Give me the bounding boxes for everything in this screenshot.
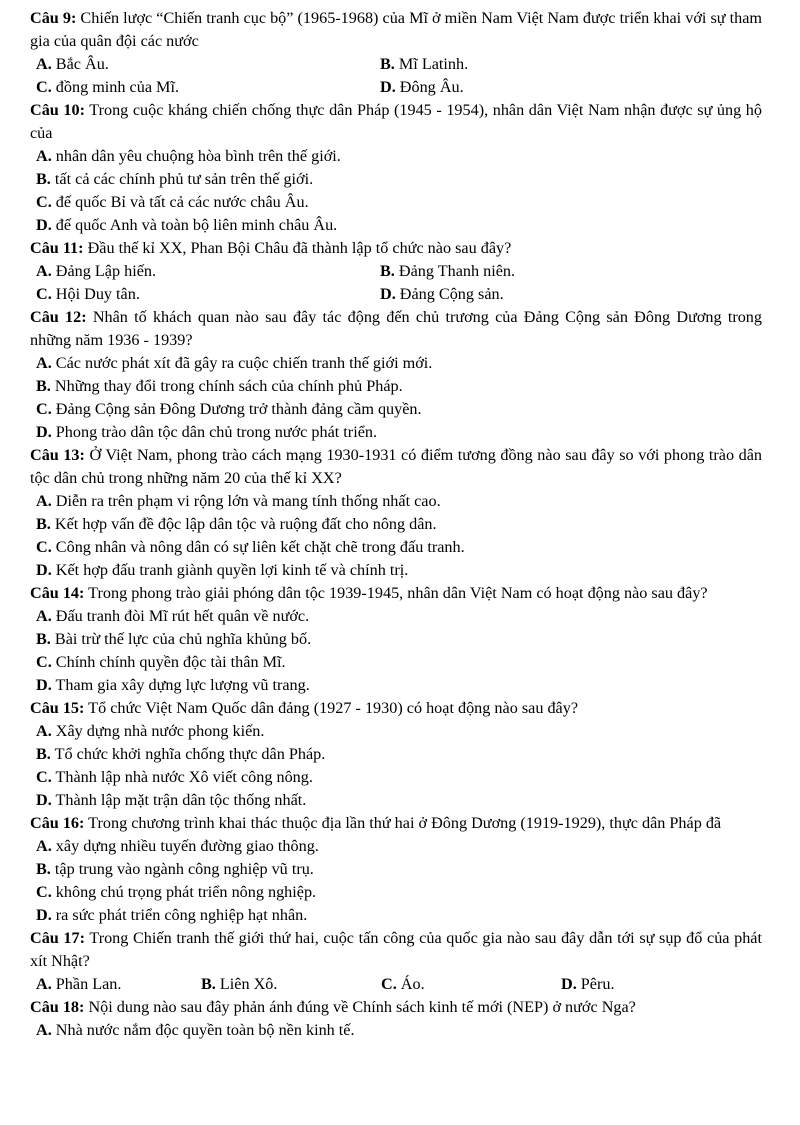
option-c: C. đế quốc Bỉ và tất cả các nước châu Âu. [36, 193, 309, 211]
question-10 [30, 99, 762, 237]
question-13 [30, 444, 762, 582]
option-d: D. ra sức phát triển công nghiệp hạt nhân. [36, 906, 308, 924]
option-b: B. Mĩ Latinh. [380, 55, 469, 73]
option-c: C. Chính chính quyền độc tài thân Mĩ. [36, 653, 286, 671]
option-a: A. Đấu tranh đòi Mĩ rút hết quân về nước. [36, 607, 310, 625]
option-b: B. tập trung vào ngành công nghiệp vũ trụ. [36, 860, 314, 878]
option-b: B. tất cả các chính phủ tư sản trên thế giới. [36, 170, 314, 188]
option-c: C. Công nhân và nông dân có sự liên kết chặt chẽ trong đấu tranh. [36, 538, 465, 556]
option-d: D. Phong trào dân tộc dân chủ trong nước phát triển. [36, 423, 378, 441]
question-stem [30, 697, 762, 720]
option-c: C. Thành lập nhà nước Xô viết công nông. [36, 768, 313, 786]
option-b: B. Bài trừ thế lực của chủ nghĩa khủng bố. [36, 630, 312, 648]
option-a: A. xây dựng nhiều tuyến đường giao thông. [36, 837, 319, 855]
question-number: Câu 16: [30, 814, 85, 832]
question-text: Chiến lược “Chiến tranh cục bộ” (1965-1968) của Mĩ ở miền Nam Việt Nam được triển khai với sự tham gia của quân đội các nước [30, 9, 762, 50]
question-stem [30, 996, 762, 1019]
option-a: A. Các nước phát xít đã gây ra cuộc chiến tranh thế giới mới. [36, 354, 433, 372]
question-stem [30, 306, 762, 352]
option-b: B. Liên Xô. [201, 975, 278, 993]
option-b: B. Những thay đổi trong chính sách của chính phủ Pháp. [36, 377, 403, 395]
question-text: Trong chương trình khai thác thuộc địa lần thứ hai ở Đông Dương (1919-1929), thực dân Pháp đã [84, 814, 722, 832]
question-number: Câu 10: [30, 101, 85, 119]
option-a: A. Nhà nước nắm độc quyền toàn bộ nền kinh tế. [36, 1021, 355, 1039]
question-number: Câu 17: [30, 929, 86, 947]
question-number: Câu 11: [30, 239, 84, 257]
question-stem [30, 99, 762, 145]
question-18 [30, 996, 762, 1042]
question-text: Nhân tố khách quan nào sau đây tác động đến chủ trương của Đảng Cộng sản Đông Dương trong những năm 1936 - 1939? [30, 308, 762, 349]
question-text: Trong Chiến tranh thế giới thứ hai, cuộc tấn công của quốc gia nào sau đây dẫn tới sự sụp đổ của phát xít Nhật? [30, 929, 762, 970]
option-b: B. Đảng Thanh niên. [380, 262, 516, 280]
question-stem [30, 927, 762, 973]
question-stem [30, 237, 762, 260]
option-a: A. nhân dân yêu chuộng hòa bình trên thế giới. [36, 147, 341, 165]
option-d: D. Tham gia xây dựng lực lượng vũ trang. [36, 676, 310, 694]
question-stem [30, 444, 762, 490]
option-c: C. Hội Duy tân. [36, 285, 140, 303]
option-d: D. đế quốc Anh và toàn bộ liên minh châu Âu. [36, 216, 338, 234]
option-d: D. Pêru. [561, 975, 615, 993]
question-number: Câu 13: [30, 446, 85, 464]
question-number: Câu 15: [30, 699, 85, 717]
option-c: C. không chú trọng phát triển nông nghiệp. [36, 883, 317, 901]
option-d: D. Kết hợp đấu tranh giành quyền lợi kinh tế và chính trị. [36, 561, 409, 579]
question-14 [30, 582, 762, 697]
question-text: Trong cuộc kháng chiến chống thực dân Pháp (1945 - 1954), nhân dân Việt Nam nhận được sự ủng hộ của [30, 101, 762, 142]
question-17 [30, 927, 762, 996]
option-c: C. Đảng Cộng sản Đông Dương trở thành đảng cầm quyền. [36, 400, 422, 418]
question-12 [30, 306, 762, 444]
option-d: D. Thành lập mặt trận dân tộc thống nhất. [36, 791, 307, 809]
question-number: Câu 12: [30, 308, 87, 326]
question-stem [30, 7, 762, 53]
option-c: C. Áo. [381, 975, 425, 993]
option-a: A. Phần Lan. [36, 975, 122, 993]
option-b: B. Tổ chức khởi nghĩa chống thực dân Pháp. [36, 745, 326, 763]
option-a: A. Bắc Âu. [36, 55, 109, 73]
question-text: Nội dung nào sau đây phản ánh đúng về Chính sách kinh tế mới (NEP) ở nước Nga? [84, 998, 636, 1016]
question-number: Câu 14: [30, 584, 85, 602]
question-stem [30, 582, 762, 605]
question-text: Tổ chức Việt Nam Quốc dân đảng (1927 - 1930) có hoạt động nào sau đây? [84, 699, 579, 717]
question-11 [30, 237, 762, 306]
option-d: D. Đảng Cộng sản. [380, 285, 504, 303]
question-stem [30, 812, 762, 835]
option-c: C. đồng minh của Mĩ. [36, 78, 179, 96]
option-b: B. Kết hợp vấn đề độc lập dân tộc và ruộng đất cho nông dân. [36, 515, 437, 533]
question-16 [30, 812, 762, 927]
option-d: D. Đông Âu. [380, 78, 464, 96]
question-text: Ở Việt Nam, phong trào cách mạng 1930-1931 có điểm tương đồng nào sau đây so với phong trào dân tộc dân chủ trong những năm 20 của thế kỉ XX? [30, 446, 762, 487]
question-9 [30, 7, 762, 99]
question-text: Trong phong trào giải phóng dân tộc 1939-1945, nhân dân Việt Nam có hoạt động nào sau đây? [84, 584, 708, 602]
option-a: A. Diễn ra trên phạm vi rộng lớn và mang tính thống nhất cao. [36, 492, 441, 510]
question-text: Đầu thế kỉ XX, Phan Bội Châu đã thành lập tổ chức nào sau đây? [83, 239, 512, 257]
question-number: Câu 9: [30, 9, 77, 27]
question-15 [30, 697, 762, 812]
question-number: Câu 18: [30, 998, 85, 1016]
option-a: A. Đảng Lập hiến. [36, 262, 157, 280]
option-a: A. Xây dựng nhà nước phong kiến. [36, 722, 265, 740]
